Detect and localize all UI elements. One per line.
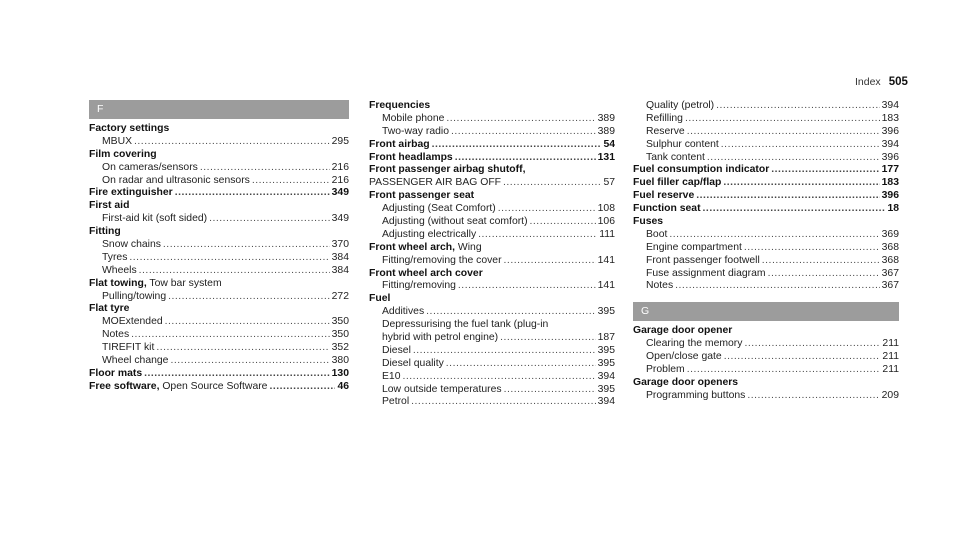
index-subentry[interactable] [633, 390, 899, 403]
entry-label: TIREFIT kit [102, 342, 155, 354]
entry-label: Adjusting electrically [382, 228, 477, 240]
page-reference[interactable]: 216 [331, 161, 349, 173]
index-subentry[interactable] [89, 175, 349, 188]
page-reference[interactable]: 54 [603, 138, 615, 150]
index-subentry[interactable] [633, 139, 899, 152]
page-reference[interactable]: 272 [331, 290, 349, 302]
dot-leader [426, 306, 595, 319]
entry-label: Fire extinguisher [89, 187, 173, 199]
entry-label: Mobile phone [382, 112, 445, 124]
dot-leader [498, 203, 596, 216]
index-subentry[interactable] [369, 384, 615, 397]
page-reference[interactable]: 396 [881, 125, 899, 137]
entry-label: Garage door openers [633, 376, 739, 388]
dot-leader [762, 255, 880, 268]
dot-leader [165, 316, 330, 329]
index-subentry[interactable] [369, 306, 615, 319]
entry-label: Open/close gate [646, 351, 722, 363]
entry-label: Depressurising the fuel tank (plug-in [382, 319, 549, 331]
entry-label: Front headlamps [369, 151, 453, 163]
dot-leader [504, 384, 596, 397]
dot-leader [768, 268, 880, 281]
dot-leader [413, 345, 596, 358]
entry-label: Programming buttons [646, 389, 746, 401]
entry-label: Reserve [646, 125, 685, 137]
index-entry[interactable] [633, 177, 899, 190]
entry-label: Petrol [382, 396, 410, 408]
index-subentry[interactable] [369, 345, 615, 358]
page-reference[interactable]: 384 [331, 264, 349, 276]
index-subentry[interactable] [89, 213, 349, 226]
index-entry [369, 242, 615, 255]
page-reference[interactable]: 368 [881, 254, 899, 266]
entry-label: Flat towing, Tow bar system [89, 277, 222, 289]
page-reference[interactable]: 216 [331, 174, 349, 186]
dot-leader [696, 190, 879, 203]
dot-leader [504, 255, 596, 268]
entry-label: Boot [646, 228, 668, 240]
entry-label: Wheels [102, 264, 137, 276]
page-reference[interactable]: 141 [597, 254, 615, 266]
dot-leader [771, 164, 879, 177]
page-reference[interactable]: 395 [597, 357, 615, 369]
dot-leader [500, 332, 596, 345]
dot-leader [446, 113, 595, 126]
index-entry[interactable] [89, 187, 349, 200]
dot-leader [131, 329, 330, 342]
index-subentry[interactable] [89, 252, 349, 265]
index-entry[interactable] [89, 368, 349, 381]
entry-label: Function seat [633, 203, 701, 215]
entry-label: Frequencies [369, 100, 431, 111]
dot-leader [175, 187, 330, 200]
index-column-1 [89, 100, 349, 394]
page-reference[interactable]: 46 [337, 380, 349, 392]
dot-leader [503, 177, 601, 190]
dot-leader [129, 252, 329, 265]
entry-label: E10 [382, 370, 401, 382]
entry-label: Low outside temperatures [382, 383, 502, 395]
page-reference[interactable]: 389 [597, 125, 615, 137]
entry-label: Floor mats [89, 367, 143, 379]
dot-leader [139, 265, 330, 278]
dot-leader [685, 113, 880, 126]
index-subentry[interactable] [369, 216, 615, 229]
dot-leader [446, 358, 596, 371]
index-subentry[interactable] [369, 177, 615, 190]
dot-leader [530, 216, 596, 229]
dot-leader [432, 139, 602, 152]
index-subentry[interactable] [89, 265, 349, 278]
index-entry [89, 149, 349, 162]
page-reference[interactable]: 395 [597, 383, 615, 395]
page-reference[interactable]: 389 [597, 112, 615, 124]
section-letter-band: G [633, 302, 899, 321]
page-reference[interactable]: 209 [881, 389, 899, 401]
entry-label: Refilling [646, 112, 683, 124]
index-entry[interactable] [633, 190, 899, 203]
entry-label: Engine compartment [646, 241, 742, 253]
dot-leader [747, 390, 879, 403]
dot-leader [134, 136, 330, 149]
index-subentry[interactable] [633, 338, 899, 351]
index-subentry[interactable] [89, 291, 349, 304]
index-subentry[interactable] [89, 239, 349, 252]
index-subentry[interactable] [369, 280, 615, 293]
index-subentry[interactable] [369, 126, 615, 139]
page-number: 505 [888, 76, 908, 88]
entry-qualifier: Wing [455, 241, 482, 253]
page-reference[interactable]: 106 [597, 216, 615, 228]
entry-label: Fuel filler cap/flap [633, 177, 722, 189]
dot-leader [687, 126, 880, 139]
index-subentry[interactable] [369, 396, 615, 409]
entry-label: First aid [89, 200, 130, 212]
entry-label: Fuse assignment diagram [646, 267, 766, 279]
index-entry [369, 100, 615, 113]
dot-leader [723, 177, 879, 190]
entry-label: Notes [102, 329, 130, 341]
entry-label: Two-way radio [382, 125, 449, 137]
entry-label: Garage door opener [633, 325, 733, 337]
index-subentry[interactable] [633, 229, 899, 242]
index-subentry[interactable] [369, 113, 615, 126]
page-reference[interactable]: 141 [597, 280, 615, 292]
dot-leader [703, 203, 886, 216]
page-reference[interactable]: 369 [881, 228, 899, 240]
page-reference[interactable]: 394 [597, 370, 615, 382]
dot-leader [707, 152, 880, 165]
page-reference[interactable]: 384 [331, 251, 349, 263]
index-entry [89, 123, 349, 136]
entry-label: Additives [382, 306, 425, 318]
entry-label: Free software, Open Source Software [89, 380, 268, 392]
dot-leader [209, 213, 330, 226]
page-reference[interactable]: 367 [881, 280, 899, 292]
entry-label: Quality (petrol) [646, 100, 715, 111]
dot-leader [163, 239, 330, 252]
page-reference[interactable]: 57 [603, 177, 615, 189]
page-reference[interactable]: 349 [331, 213, 349, 225]
section-letter-band: F [89, 100, 349, 119]
index-entry[interactable] [369, 152, 615, 165]
index-entry [369, 164, 615, 177]
entry-qualifier: Tow bar system [146, 277, 222, 289]
index-entry [369, 190, 615, 203]
index-subentry[interactable] [633, 152, 899, 165]
entry-label: Tyres [102, 251, 128, 263]
entry-label: Fuel consumption indicator [633, 164, 770, 176]
index-subentry[interactable] [633, 113, 899, 126]
page-reference[interactable]: 177 [881, 164, 899, 176]
dot-leader [451, 126, 596, 139]
index-subentry[interactable] [633, 255, 899, 268]
entry-label: Fitting/removing the cover [382, 254, 502, 266]
entry-label: Snow chains [102, 239, 161, 251]
entry-label: Pulling/towing [102, 290, 167, 302]
entry-label: Front wheel arch cover [369, 267, 483, 279]
entry-label: Clearing the memory [646, 338, 743, 350]
dot-leader [168, 291, 330, 304]
index-subentry[interactable] [633, 268, 899, 281]
page-reference[interactable]: 183 [881, 112, 899, 124]
dot-leader [721, 139, 880, 152]
dot-leader [455, 152, 596, 165]
page-reference[interactable]: 394 [597, 396, 615, 408]
entry-label: PASSENGER AIR BAG OFF [369, 177, 502, 189]
index-subentry[interactable] [633, 364, 899, 377]
entry-label: Fuses [633, 216, 664, 228]
page-reference[interactable]: 295 [331, 135, 349, 147]
dot-leader [269, 381, 335, 394]
index-entry [633, 216, 899, 229]
index-column-3 [633, 100, 899, 403]
dot-leader [403, 371, 596, 384]
index-subentry[interactable] [369, 229, 615, 242]
index-subentry[interactable] [633, 351, 899, 364]
index-entry [89, 226, 349, 239]
entry-label: On cameras/sensors [102, 161, 198, 173]
index-entry [89, 303, 349, 316]
page-reference[interactable]: 187 [597, 332, 615, 344]
entry-label: Problem [646, 364, 685, 376]
entry-label: Front passenger airbag shutoff, [369, 164, 526, 176]
entry-label: hybrid with petrol engine) [382, 332, 499, 344]
entry-label: Fuel reserve [633, 190, 695, 202]
index-subentry[interactable] [369, 255, 615, 268]
index-subentry[interactable] [369, 358, 615, 371]
index-subentry[interactable] [633, 280, 899, 293]
entry-label: Flat tyre [89, 303, 130, 315]
index-entry[interactable] [633, 164, 899, 177]
page-reference[interactable]: 131 [597, 151, 615, 163]
entry-label: Adjusting (Seat Comfort) [382, 203, 496, 215]
page-reference[interactable]: 396 [881, 151, 899, 163]
dot-leader [252, 175, 330, 188]
dot-leader [478, 229, 597, 242]
entry-label: Diesel [382, 344, 411, 356]
page-reference[interactable]: 130 [331, 367, 349, 379]
dot-leader [156, 342, 329, 355]
entry-label: Front passenger seat [369, 190, 475, 202]
index-subentry[interactable] [633, 100, 899, 113]
entry-label: Front airbag [369, 138, 430, 150]
entry-label: Factory settings [89, 123, 170, 134]
dot-leader [458, 280, 596, 293]
entry-label: Fitting [89, 226, 121, 238]
entry-label: On radar and ultrasonic sensors [102, 174, 250, 186]
entry-label: Adjusting (without seat comfort) [382, 216, 528, 228]
page-reference[interactable]: 183 [881, 177, 899, 189]
page-reference[interactable]: 368 [881, 241, 899, 253]
entry-label: Wheel change [102, 355, 169, 367]
dot-leader [687, 364, 881, 377]
index-subentry[interactable] [633, 126, 899, 139]
index-subentry[interactable] [369, 332, 615, 345]
entry-label: Fuel [369, 293, 391, 305]
index-entry[interactable] [633, 203, 899, 216]
index-subentry[interactable] [369, 203, 615, 216]
dot-leader [669, 229, 879, 242]
page-reference[interactable]: 394 [881, 138, 899, 150]
index-subentry[interactable] [89, 355, 349, 368]
index-subentry[interactable] [89, 342, 349, 355]
index-subentry[interactable] [89, 162, 349, 175]
page-reference[interactable]: 380 [331, 355, 349, 367]
page-header [855, 76, 937, 88]
page-reference[interactable]: 394 [881, 100, 899, 111]
dot-leader [675, 280, 880, 293]
page-reference[interactable]: 108 [597, 203, 615, 215]
page-reference[interactable]: 395 [597, 306, 615, 318]
index-entry[interactable] [89, 381, 349, 394]
index-subentry[interactable] [89, 316, 349, 329]
page-reference[interactable]: 18 [887, 203, 899, 215]
page-reference[interactable]: 111 [599, 228, 615, 240]
page-reference[interactable]: 367 [881, 267, 899, 279]
entry-label: Front wheel arch, Wing [369, 241, 482, 253]
page-reference[interactable]: 350 [331, 316, 349, 328]
entry-label: First-aid kit (soft sided) [102, 213, 208, 225]
entry-label: Sulphur content [646, 138, 719, 150]
index-entry [633, 325, 899, 338]
entry-label: Film covering [89, 148, 157, 160]
index-subentry[interactable] [89, 329, 349, 342]
entry-label: Diesel quality [382, 357, 444, 369]
page-reference[interactable]: 211 [882, 351, 899, 363]
index-label: Index [855, 76, 881, 88]
index-subentry[interactable] [89, 136, 349, 149]
page-reference[interactable]: 352 [331, 342, 349, 354]
page-reference[interactable]: 211 [882, 338, 899, 350]
dot-leader [724, 351, 881, 364]
dot-leader [744, 242, 880, 255]
entry-label: MBUX [102, 135, 133, 147]
dot-leader [200, 162, 330, 175]
index-subentry [369, 319, 615, 332]
index-entry [633, 377, 899, 390]
dot-leader [744, 338, 880, 351]
dot-leader [411, 396, 596, 409]
dot-leader [144, 368, 330, 381]
index-subentry[interactable] [369, 371, 615, 384]
entry-label: MOExtended [102, 316, 163, 328]
page-reference[interactable]: 350 [331, 329, 349, 341]
entry-label: Notes [646, 280, 674, 292]
entry-qualifier: Open Source Software [159, 380, 268, 392]
page-reference[interactable]: 211 [882, 364, 899, 376]
entry-label: Fitting/removing [382, 280, 456, 292]
entry-label: Tank content [646, 151, 705, 163]
index-subentry[interactable] [633, 242, 899, 255]
index-column-2 [369, 100, 615, 409]
index-entry [369, 268, 615, 281]
page-reference[interactable]: 370 [331, 239, 349, 251]
index-entry [369, 293, 615, 306]
page-reference[interactable]: 396 [881, 190, 899, 202]
index-entry [89, 278, 349, 291]
index-entry[interactable] [369, 139, 615, 152]
entry-label: Front passenger footwell [646, 254, 760, 266]
dot-leader [170, 355, 329, 368]
page-reference[interactable]: 349 [331, 187, 349, 199]
page-reference[interactable]: 395 [597, 344, 615, 356]
dot-leader [716, 100, 880, 113]
index-entry [89, 200, 349, 213]
